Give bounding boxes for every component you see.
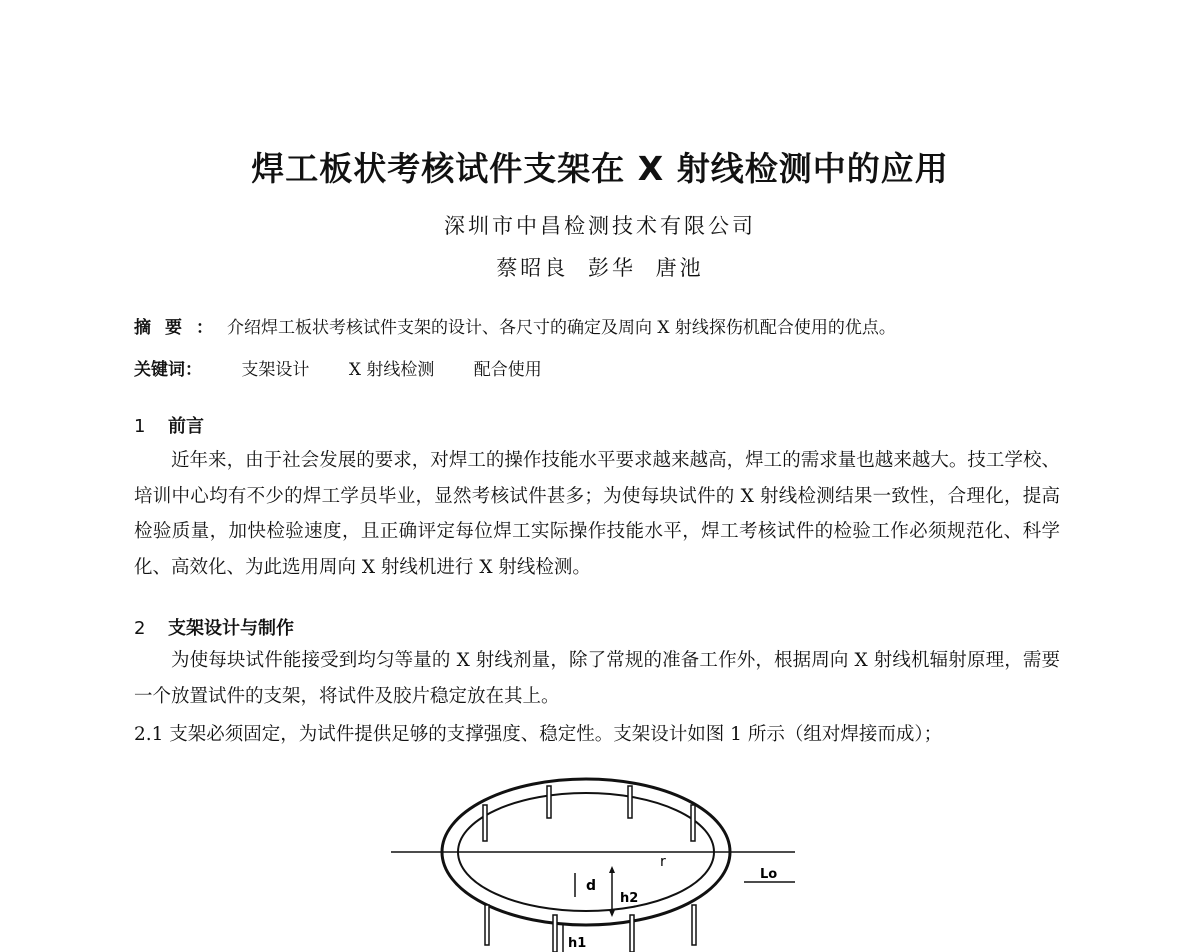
subsection-2-1: 2.1 支架必须固定，为试件提供足够的支撑强度、稳定性。支架设计如图 1 所示（组对焊接而成）；: [134, 724, 943, 745]
label-h2: h2: [620, 891, 639, 906]
paper-title: 焊工板状考核试件支架在 X 射线检测中的应用: [251, 149, 949, 188]
abstract-text: 介绍焊工板状考核试件支架的设计、各尺寸的确定及周向 X 射线探伤机配合使用的优点。: [227, 318, 896, 338]
section-number: 1: [134, 416, 146, 437]
abstract-label: 摘要：: [134, 318, 227, 338]
section-title: 前言: [168, 416, 204, 437]
support-rod: [691, 805, 695, 841]
section-1-paragraph: 近年来，由于社会发展的要求，对焊工的操作技能水平要求越来越高，焊工的需求量也越来越大。技工学校、培训中心均有不少的焊工学员毕业，显然考核试件甚多；为使每块试件的 X 射线检测结果一致性，合理化，提高检验质量，加快检验速度，且正确评定每位焊工实际操作技能水平，焊工考核试件的检验工作必须规范化、科学化、高效化、为此选用周向 X 射线机进行 X 射线检测。: [134, 450, 1060, 578]
support-rod: [483, 805, 487, 841]
label-d: d: [586, 878, 597, 894]
keyword: X 射线检测: [348, 360, 435, 380]
keyword: 支架设计: [241, 360, 310, 380]
authors: 蔡昭良 彭华 唐池: [496, 256, 704, 280]
h2-arrow-bottom: [609, 910, 615, 917]
section-title: 支架设计与制作: [168, 618, 294, 639]
support-leg: [553, 915, 557, 952]
section-2-paragraph: 为使每块试件能接受到均匀等量的 X 射线剂量，除了常规的准备工作外，根据周向 X 射线机辐射原理，需要一个放置试件的支架，将试件及胶片稳定放在其上。: [134, 650, 1060, 707]
keywords-label: 关键词：: [134, 360, 202, 380]
h2-arrow-top: [609, 866, 615, 873]
support-leg: [692, 905, 696, 945]
label-r: r: [660, 854, 666, 870]
label-lo: Lo: [760, 867, 778, 882]
support-rod: [547, 786, 551, 818]
affiliation: 深圳市中昌检测技术有限公司: [444, 214, 756, 238]
label-h1: h1: [568, 936, 587, 951]
support-leg: [485, 905, 489, 945]
support-leg: [630, 915, 634, 952]
section-number: 2: [134, 618, 146, 639]
keyword: 配合使用: [473, 360, 542, 380]
support-rod: [628, 786, 632, 818]
